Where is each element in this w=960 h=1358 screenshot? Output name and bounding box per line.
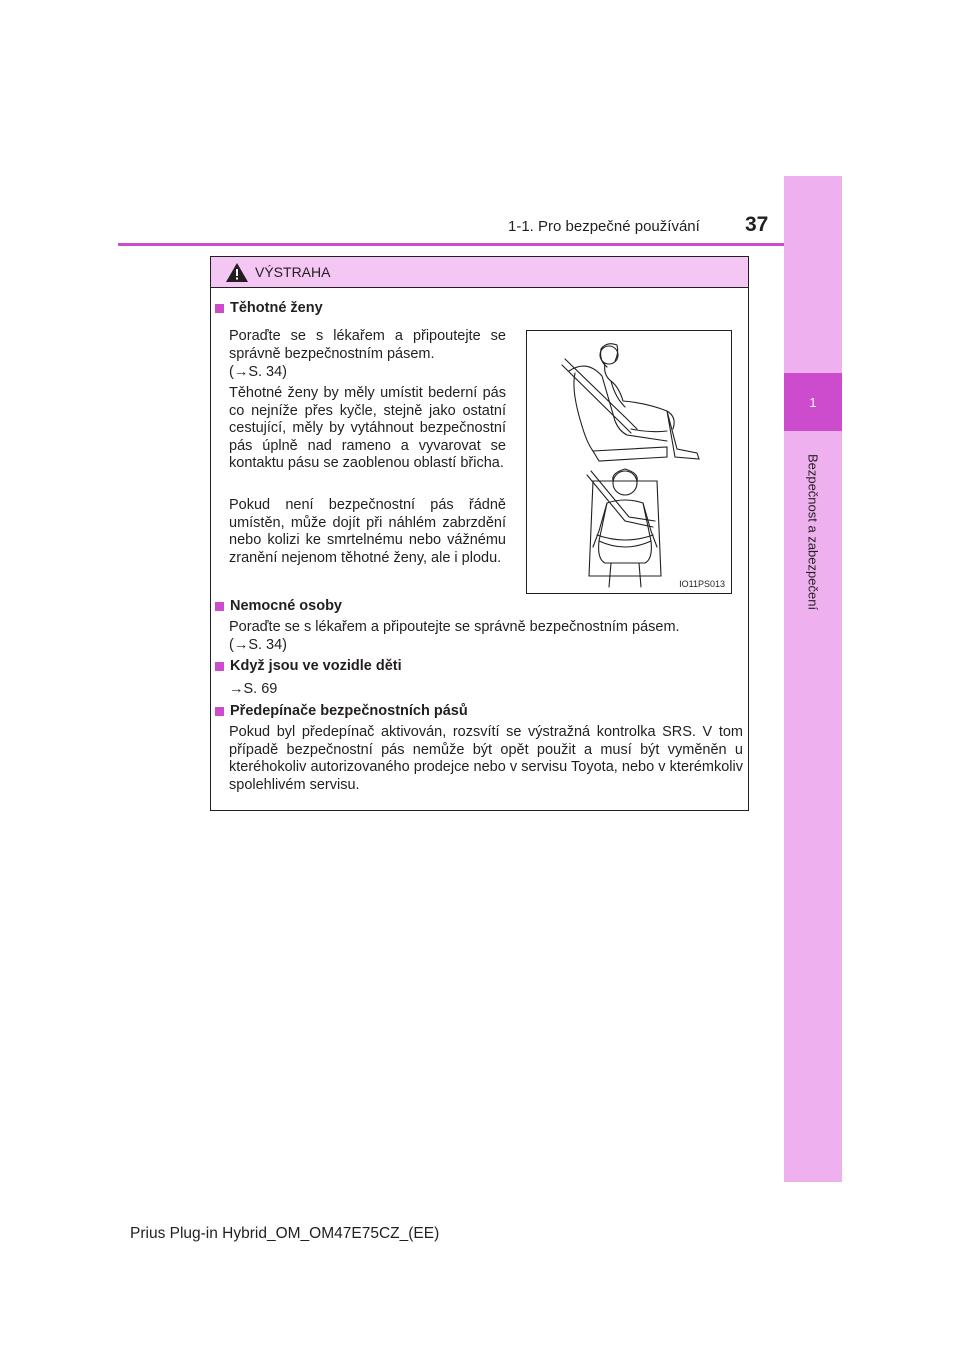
section-heading-children: Když jsou ve vozidle děti xyxy=(215,658,402,674)
bullet-square-icon xyxy=(215,304,224,313)
warning-triangle-icon xyxy=(226,263,248,282)
seatbelt-drawing xyxy=(527,331,731,593)
pregnant-seatbelt-illustration xyxy=(526,330,732,594)
paragraph-pregnant-consult: Poraďte se s lékařem a připoutejte se správně bezpečnostním pásem. xyxy=(229,328,506,362)
chapter-side-tab xyxy=(784,176,842,1182)
chapter-number-badge: 1 xyxy=(784,373,842,431)
warning-header xyxy=(211,257,748,288)
paragraph-pregnant-risk: Pokud není bezpečnostní pás řádně umístěn, může dojít při náhlém zabrzdění nebo kolizi ke smrtelnému nebo vážnému zranění nejenom těhotné ženy, ale i plodu. xyxy=(229,497,506,566)
section-title: 1-1. Pro bezpečné používání xyxy=(508,218,700,235)
section-heading-pretensioners: Předepínače bezpečnostních pásů xyxy=(215,703,468,719)
bullet-square-icon xyxy=(215,662,224,671)
page-reference: (→S. 34) xyxy=(229,637,288,653)
page-number: 37 xyxy=(745,213,769,236)
figure-code: IO11PS013 xyxy=(679,579,725,589)
document-footer: Prius Plug-in Hybrid_OM_OM47E75CZ_(EE) xyxy=(130,1225,440,1242)
section-heading-ill-persons: Nemocné osoby xyxy=(215,598,342,614)
warning-box xyxy=(210,256,749,811)
paragraph-pretensioners: Pokud byl předepínač aktivován, rozsvítí se výstražná kontrolka SRS. V tom případě bezpečnostní pás nemůže být opět použit a musí být vyměněn u kteréhokoliv autorizovaného prodejce nebo v servisu Toyota, nebo v kterémkoliv spolehlivém servisu. xyxy=(229,724,743,793)
page-reference: (→S. 34) xyxy=(229,364,288,380)
section-heading-pregnant: Těhotné ženy xyxy=(215,300,323,316)
bullet-square-icon xyxy=(215,602,224,611)
chapter-title-vertical: Bezpečnost a zabezpečení xyxy=(805,453,821,611)
header-rule xyxy=(118,243,784,246)
bullet-square-icon xyxy=(215,707,224,716)
warning-title: VÝSTRAHA xyxy=(255,264,331,280)
page-reference: →S. 69 xyxy=(229,681,278,697)
paragraph-ill-consult: Poraďte se s lékařem a připoutejte se správně bezpečnostním pásem. xyxy=(229,619,680,635)
paragraph-pregnant-belt-position: Těhotné ženy by měly umístit bederní pás co nejníže přes kyčle, stejně jako ostatní cestující, měly by vytáhnout bezpečnostní pás úplně nad rameno a vyvarovat se kontaktu pásu se zaoblenou oblastí břicha. xyxy=(229,385,506,472)
